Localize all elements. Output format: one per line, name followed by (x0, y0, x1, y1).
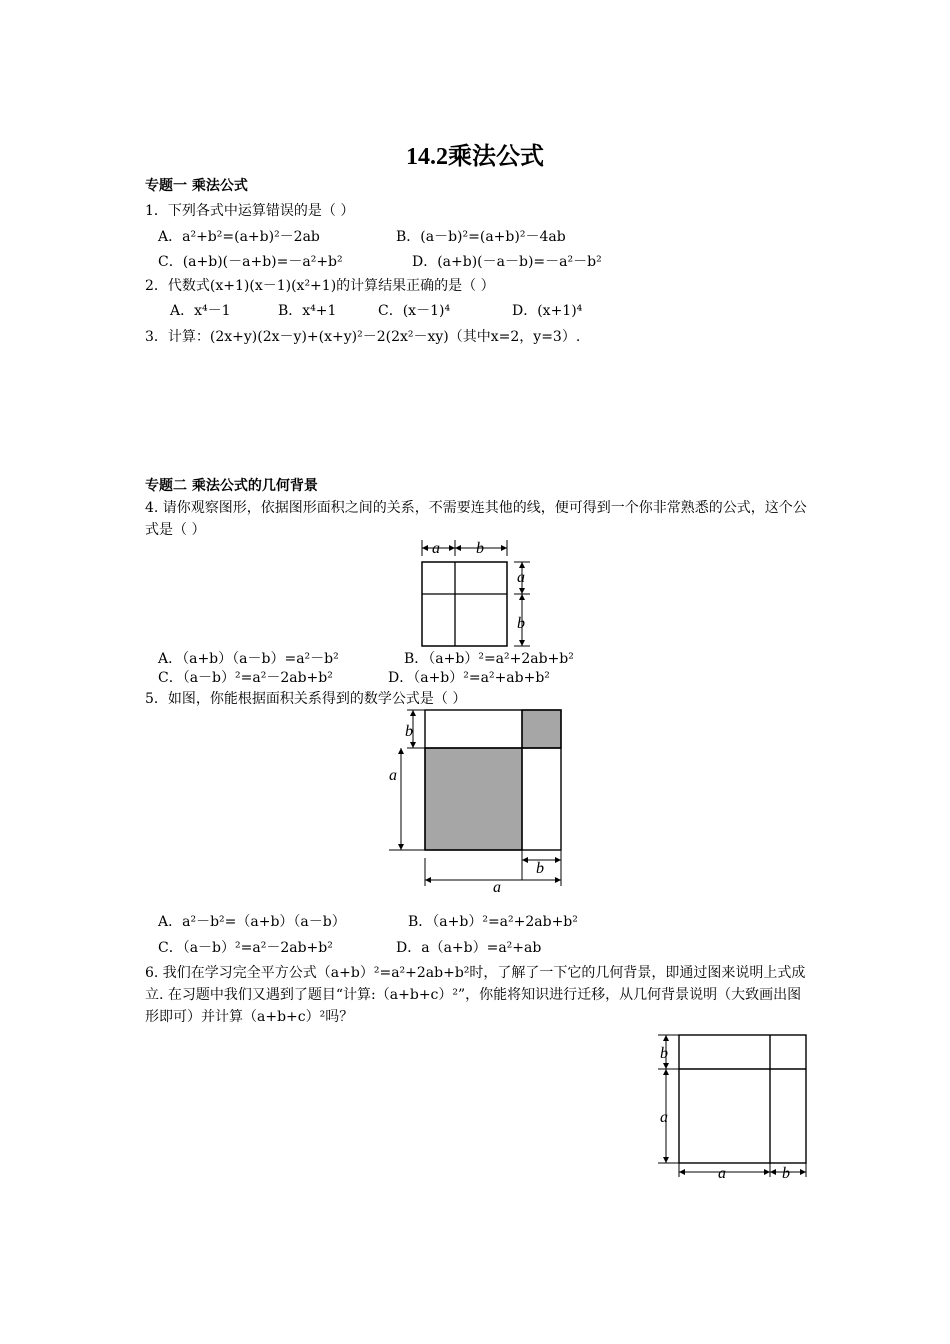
q4-option-c: C．（a－b）²=a²－2ab+b² (158, 670, 333, 686)
q5-label-b-bottom: b (536, 860, 544, 877)
q4-label-b-side: b (517, 615, 525, 632)
q6-stem: 6. 我们在学习完全平方公式（a+b）²=a²+2ab+b²时，了解了一下它的几何背景，即通过图来说明上式成立. 在习题中我们又遇到了题目“计算:（a+b+c）²”，你能将知识进行迁移，从几何背景说明（大致画出图形即可）并计算（a+b+c）²吗？ (145, 965, 806, 1025)
q5-option-d: D．a（a+b）=a²+ab (396, 940, 542, 956)
page-title: 14.2乘法公式 (406, 144, 544, 170)
q5-option-a: A．a²－b²=（a+b）（a－b） (158, 914, 346, 930)
q4-label-a-top: a (432, 540, 440, 557)
q4-label-a-side: a (517, 569, 525, 586)
q5-option-c: C．（a－b）²=a²－2ab+b² (158, 940, 333, 956)
q4-figure (410, 536, 540, 656)
q2-stem: 2．代数式(x+1)(x－1)(x²+1)的计算结果正确的是（ ） (145, 278, 495, 294)
section-heading-1: 专题一 乘法公式 (145, 178, 248, 194)
q2-option-a: A．x⁴－1 (170, 303, 231, 319)
q2-option-c: C．(x－1)⁴ (378, 303, 451, 319)
q5-option-b: B．（a+b）²=a²+2ab+b² (408, 914, 578, 930)
q6-figure (652, 1032, 822, 1182)
q3-stem: 3．计算：(2x+y)(2x－y)+(x+y)²－2(2x²－xy)（其中x=2，y=3）. (145, 329, 581, 345)
q4-option-a: A．（a+b）（a－b）=a²－b² (158, 651, 339, 667)
q6-label-a-bottom: a (718, 1165, 726, 1182)
section-heading-2: 专题二 乘法公式的几何背景 (145, 478, 318, 494)
q2-option-d: D．(x+1)⁴ (512, 303, 583, 319)
q1-option-b: B．(a－b)²=(a+b)²－4ab (396, 229, 566, 245)
q1-option-c: C．(a+b)(－a+b)=－a²+b² (158, 254, 343, 270)
q5-label-a-side: a (389, 767, 397, 784)
q5-figure (385, 708, 575, 898)
q1-option-a: A．a²+b²=(a+b)²－2ab (158, 229, 320, 245)
q1-option-d: D．(a+b)(－a－b)=－a²－b² (412, 254, 602, 270)
q1-stem: 1．下列各式中运算错误的是（ ） (145, 203, 355, 219)
q4-option-d: D．（a+b）²=a²+ab+b² (388, 670, 550, 686)
q4-stem: 4. 请你观察图形，依据图形面积之间的关系，不需要连其他的线，便可得到一个你非常熟悉的公式，这个公式是（ ） (145, 500, 807, 538)
q5-label-b-side: b (405, 723, 413, 740)
q6-label-b-bottom: b (782, 1165, 790, 1182)
q6-label-a-side: a (660, 1109, 668, 1126)
q5-label-a-bottom: a (493, 879, 501, 896)
q5-stem: 5．如图，你能根据面积关系得到的数学公式是（ ） (145, 691, 467, 707)
q4-option-b: B．（a+b）²=a²+2ab+b² (404, 651, 574, 667)
q6-label-b-side: b (660, 1045, 668, 1062)
q2-option-b: B．x⁴+1 (278, 303, 337, 319)
q4-label-b-top: b (476, 540, 484, 557)
